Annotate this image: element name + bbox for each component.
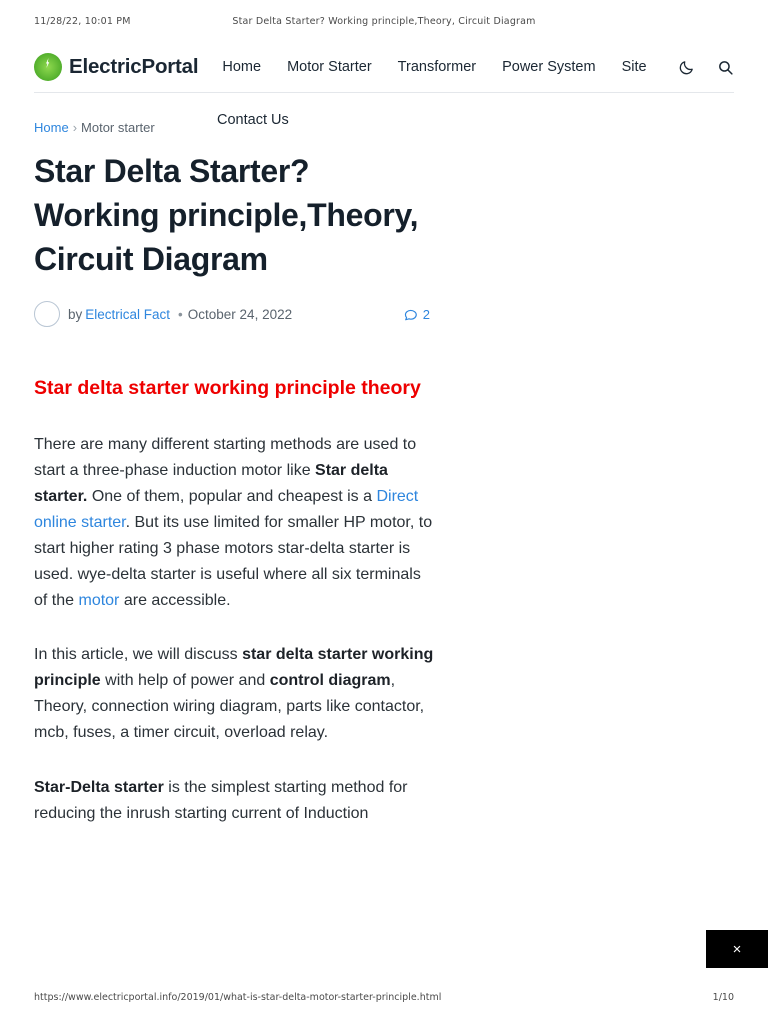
comment-count[interactable] [404, 307, 430, 322]
meta-separator: • [178, 306, 183, 322]
print-document-title: Star Delta Starter? Working principle,Theory, Circuit Diagram [232, 16, 536, 27]
page-bottom-mask [0, 972, 768, 986]
nav-item-motor-starter[interactable]: Motor Starter [287, 59, 372, 75]
print-footer [0, 992, 768, 1006]
body-text: with help of power and [100, 672, 270, 690]
nav-divider [34, 92, 734, 93]
article-content [34, 120, 434, 855]
comment-count-value: 2 [422, 306, 430, 322]
emphasis-text: Star-Delta starter [34, 778, 164, 796]
author-link[interactable]: Electrical Fact [85, 306, 171, 322]
moon-icon[interactable] [678, 59, 695, 76]
site-name: ElectricPortal [69, 55, 199, 78]
post-meta [34, 301, 430, 327]
body-text: , Theory, connection wiring diagram, parts like contactor, mcb, fuses, a timer circuit, overload relay. [34, 672, 425, 742]
print-timestamp: 11/28/22, 10:01 PM [34, 16, 131, 27]
body-text: In this article, we will discuss [34, 646, 243, 664]
emphasis-text: star delta starter working principle [34, 646, 434, 690]
nav-item-power-system[interactable]: Power System [502, 59, 596, 75]
byline-prefix: by [68, 306, 83, 322]
breadcrumb [34, 120, 434, 135]
paragraph-2 [34, 642, 434, 746]
leaf-bolt-logo-icon [34, 53, 62, 81]
body-text: One of them, popular and cheapest is a [87, 487, 377, 505]
nav-item-site[interactable]: Site [621, 59, 647, 75]
inline-link[interactable]: Direct online starter [34, 487, 419, 531]
close-ad-button[interactable]: × [706, 930, 768, 968]
inline-link[interactable]: motor [78, 592, 120, 610]
site-logo[interactable] [34, 53, 198, 81]
nav-links [222, 59, 646, 75]
section-heading: Star delta starter working principle theory [34, 377, 421, 400]
nav-item-transformer[interactable]: Transformer [397, 59, 477, 75]
comment-icon [404, 308, 418, 321]
body-text: is the simplest starting method for reducing the inrush starting current of Induction [34, 778, 408, 822]
emphasis-text: control diagram [269, 672, 391, 690]
paragraph-1 [34, 432, 434, 615]
page-title: Star Delta Starter? Working principle,Theory, Circuit Diagram [34, 153, 419, 278]
body-text: There are many different starting methods are used to start a three-phase induction motor like [34, 435, 417, 479]
nav-icons [678, 59, 734, 76]
breadcrumb-separator: › [72, 120, 78, 135]
breadcrumb-home[interactable]: Home [34, 120, 69, 135]
nav-item-contact-us[interactable]: Contact Us [217, 112, 289, 128]
emphasis-text: Star delta starter. [34, 461, 388, 505]
print-page-number: 1/10 [712, 992, 734, 1003]
print-source-url: https://www.electricportal.info/2019/01/what-is-star-delta-motor-starter-principle.html [34, 992, 442, 1003]
nav-item-home[interactable]: Home [222, 59, 262, 75]
body-text: . But its use limited for smaller HP motor, to start higher rating 3 phase motors star-delta starter is used. wye-delta starter is useful where all six terminals of the [34, 513, 433, 610]
site-navigation [34, 42, 734, 92]
avatar [34, 301, 60, 327]
breadcrumb-current: Motor starter [81, 120, 155, 135]
body-text: are accessible. [119, 592, 231, 610]
post-date: October 24, 2022 [187, 306, 293, 322]
paragraph-3 [34, 775, 434, 827]
search-icon[interactable] [717, 59, 734, 76]
print-header [0, 16, 768, 30]
